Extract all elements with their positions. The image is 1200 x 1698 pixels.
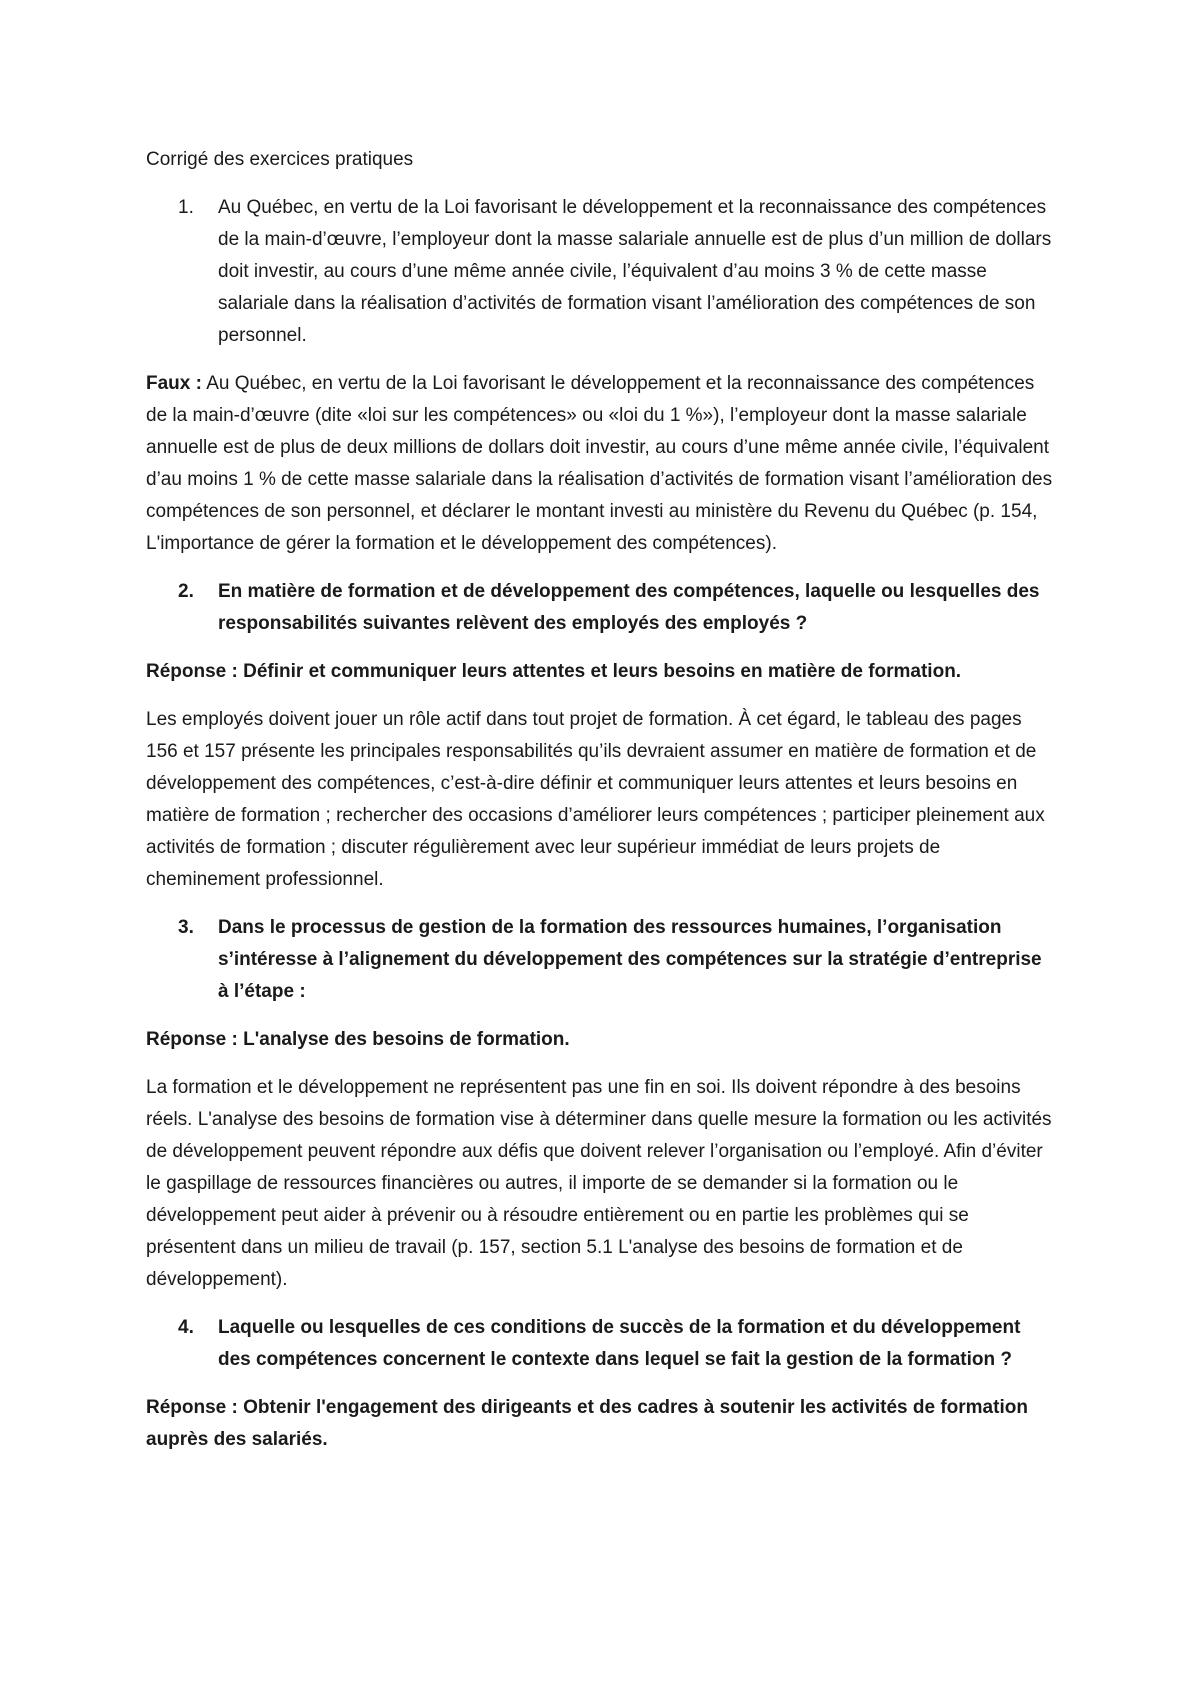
answer-1-text: Au Québec, en vertu de la Loi favorisant le développement et la reconnaissance des compétences de la main-d’œuvre (dite «loi sur les compétences» ou «loi du 1 %»), l’employeur dont la masse salariale annuelle est de plus de deux millions de dollars doit investir, au cours d’une même année civile, l’équivalent d’au moins 1 % de cette masse salariale dans la réalisation d’activités de formation visant l’amélioration des compétences de son personnel, et déclarer le montant investi au ministère du Revenu du Québec (p. 154, L'importance de gérer la formation et le développement des compétences). <box>146 373 1053 554</box>
question-1-number: 1. <box>178 197 194 218</box>
answer-3-text: Réponse : L'analyse des besoins de formation. <box>146 1029 570 1050</box>
answer-3 <box>146 1024 1056 1056</box>
answer-1 <box>146 368 1056 560</box>
answer-4 <box>146 1392 1056 1456</box>
answer-4-text: Réponse : Obtenir l'engagement des dirigeants et des cadres à soutenir les activités de formation auprès des salariés. <box>146 1397 1028 1450</box>
question-1-text: Au Québec, en vertu de la Loi favorisant le développement et la reconnaissance des compétences de la main-d’œuvre, l’employeur dont la masse salariale annuelle est de plus d’un million de dollars doit investir, au cours d’une même année civile, l’équivalent d’au moins 3 % de cette masse salariale dans la réalisation d’activités de formation visant l’amélioration des compétences de son personnel. <box>218 197 1052 346</box>
question-1 <box>146 192 1056 352</box>
question-2-text: En matière de formation et de développement des compétences, laquelle ou lesquelles des responsabilités suivantes relèvent des employés des employés ? <box>218 581 1040 634</box>
document-page <box>146 144 1056 1472</box>
question-3-number: 3. <box>178 917 194 938</box>
question-2 <box>146 576 1056 640</box>
question-4-text: Laquelle ou lesquelles de ces conditions de succès de la formation et du développement des compétences concernent le contexte dans lequel se fait la gestion de la formation ? <box>218 1317 1021 1370</box>
question-4 <box>146 1312 1056 1376</box>
question-2-number: 2. <box>178 581 194 602</box>
answer-1-label: Faux : <box>146 373 202 394</box>
explanation-2: Les employés doivent jouer un rôle actif dans tout projet de formation. À cet égard, le tableau des pages 156 et 157 présente les principales responsabilités qu’ils devraient assumer en matière de formation et de développement des compétences, c’est-à-dire définir et communiquer leurs attentes et leurs besoins en matière de formation ; rechercher des occasions d’améliorer leurs compétences ; participer pleinement aux activités de formation ; discuter régulièrement avec leur supérieur immédiat de leurs projets de cheminement professionnel. <box>146 709 1045 890</box>
answer-2 <box>146 656 1056 688</box>
answer-2-text: Réponse : Définir et communiquer leurs attentes et leurs besoins en matière de formation. <box>146 661 962 682</box>
question-3 <box>146 912 1056 1008</box>
question-3-text: Dans le processus de gestion de la formation des ressources humaines, l’organisation s’intéresse à l’alignement du développement des compétences sur la stratégie d’entreprise à l’étape : <box>218 917 1042 1002</box>
document-title: Corrigé des exercices pratiques <box>146 149 414 170</box>
explanation-3: La formation et le développement ne représentent pas une fin en soi. Ils doivent répondre à des besoins réels. L'analyse des besoins de formation vise à déterminer dans quelle mesure la formation ou les activités de développement peuvent répondre aux défis que doivent relever l’organisation ou l’employé. Afin d’éviter le gaspillage de ressources financières ou autres, il importe de se demander si la formation ou le développement peut aider à prévenir ou à résoudre entièrement ou en partie les problèmes qui se présentent dans un milieu de travail (p. 157, section 5.1 L'analyse des besoins de formation et de développement). <box>146 1077 1052 1290</box>
question-4-number: 4. <box>178 1317 194 1338</box>
